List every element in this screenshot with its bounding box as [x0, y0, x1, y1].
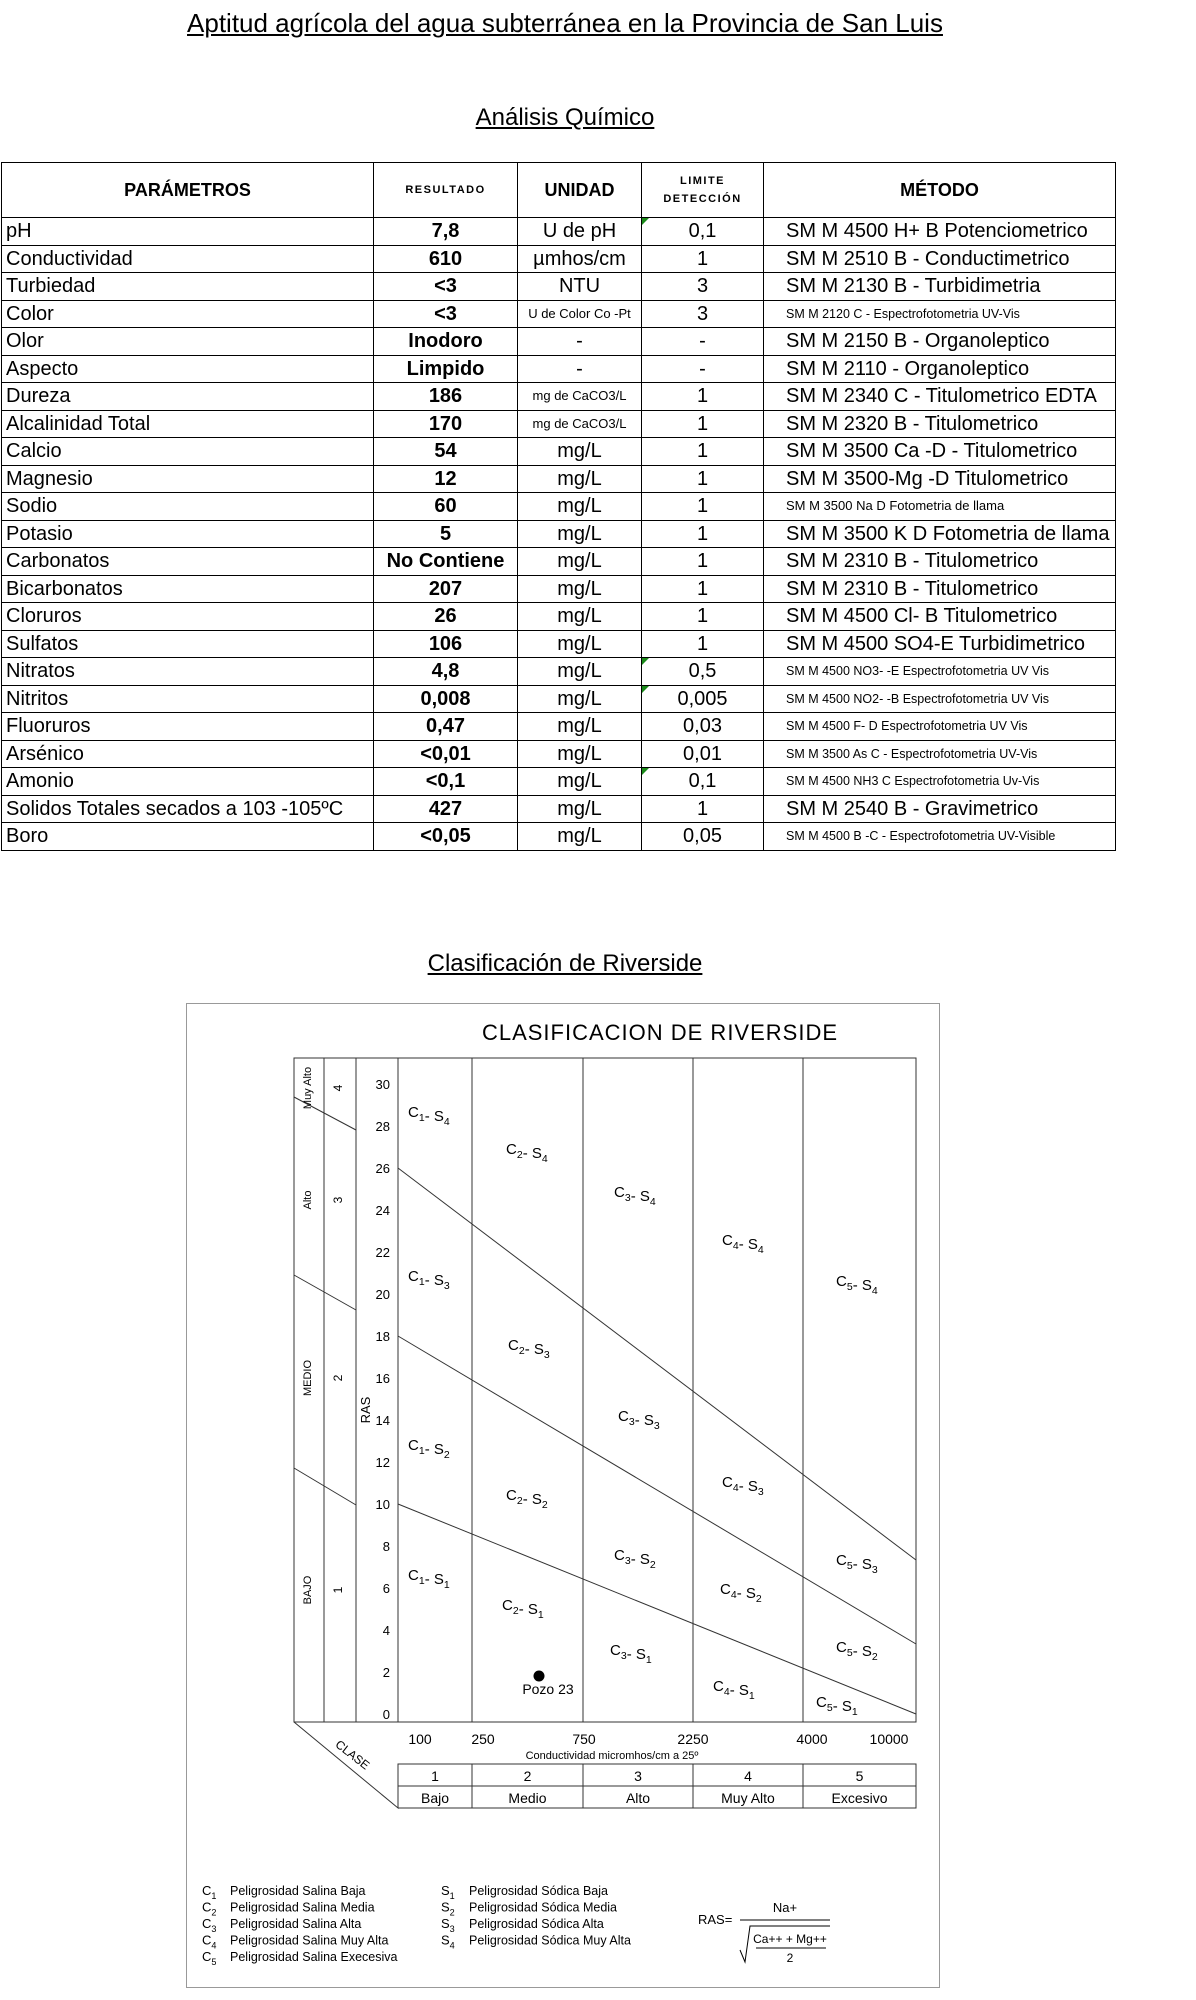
result-cell: No Contiene: [374, 548, 518, 576]
unit-cell: mg/L: [518, 548, 642, 576]
y-tick-label: 8: [382, 1539, 390, 1554]
y-tick-label: 14: [375, 1413, 390, 1428]
region-label: $C_2-$ $S_4$: [506, 1141, 548, 1165]
param-cell: pH: [2, 218, 374, 246]
result-cell: 60: [374, 493, 518, 521]
y-tick-label: 20: [375, 1287, 390, 1302]
method-cell: SM M 2120 C - Espectrofotometria UV-Vis: [764, 300, 1116, 328]
param-cell: Conductividad: [2, 245, 374, 273]
unit-cell: mg/L: [518, 438, 642, 466]
region-label: $C_3-$ $S_2$: [614, 1547, 656, 1571]
sodium-level-num: 1: [331, 1586, 345, 1594]
unit-cell: U de pH: [518, 218, 642, 246]
unit-cell: mg/L: [518, 768, 642, 796]
x-tick-label: 750: [572, 1731, 596, 1747]
legend-sodium-text: Peligrosidad Sódica Alta: [469, 1917, 604, 1931]
limit-cell: 1: [642, 383, 764, 411]
clase-label: CLASE: [332, 1737, 373, 1773]
limit-cell: 3: [642, 300, 764, 328]
result-cell: 26: [374, 603, 518, 631]
sodium-level-label: Muy Alto: [302, 1066, 314, 1110]
legend-salinity-text: Peligrosidad Salina Execesiva: [230, 1950, 398, 1964]
unit-cell: mg/L: [518, 823, 642, 851]
param-cell: Turbiedad: [2, 273, 374, 301]
region-label: $C_4-$ $S_4$: [722, 1232, 764, 1256]
param-cell: Aspecto: [2, 355, 374, 383]
x-tick-label: 2250: [677, 1731, 709, 1747]
param-cell: Potasio: [2, 520, 374, 548]
legend-sodium-text: Peligrosidad Sódica Media: [469, 1900, 618, 1915]
class-number: 5: [855, 1768, 864, 1784]
boundary-s3-s4: [398, 1168, 916, 1560]
unit-cell: mg/L: [518, 713, 642, 741]
param-cell: Solidos Totales secados a 103 -105ºC: [2, 795, 374, 823]
method-cell: SM M 4500 NH3 C Espectrofotometria Uv-Vis: [764, 768, 1116, 796]
limit-cell: 0,01: [642, 740, 764, 768]
param-cell: Bicarbonatos: [2, 575, 374, 603]
result-cell: 186: [374, 383, 518, 411]
header-limite: LIMITE DETECCIÓN: [642, 163, 764, 218]
y-tick-label: 16: [375, 1371, 390, 1386]
chart-title: CLASIFICACION DE RIVERSIDE: [481, 1020, 839, 1045]
class-name: Excesivo: [831, 1790, 888, 1806]
sodium-level-divider: [294, 1275, 356, 1310]
result-cell: 0,008: [374, 685, 518, 713]
param-cell: Carbonatos: [2, 548, 374, 576]
unit-cell: mg/L: [518, 493, 642, 521]
method-cell: SM M 2310 B - Titulometrico: [764, 548, 1116, 576]
limit-cell: -: [642, 355, 764, 383]
header-parametros: PARÁMETROS: [2, 163, 374, 218]
unit-cell: mg de CaCO3/L: [518, 383, 642, 411]
param-cell: Arsénico: [2, 740, 374, 768]
param-cell: Nitratos: [2, 658, 374, 686]
class-name: Bajo: [420, 1790, 450, 1806]
result-cell: <0,05: [374, 823, 518, 851]
y-tick-label: 2: [382, 1665, 390, 1680]
param-cell: Fluoruros: [2, 713, 374, 741]
param-cell: Color: [2, 300, 374, 328]
param-cell: Alcalinidad Total: [2, 410, 374, 438]
result-cell: <3: [374, 300, 518, 328]
param-cell: Dureza: [2, 383, 374, 411]
limit-cell: 0,05: [642, 823, 764, 851]
result-cell: 7,8: [374, 218, 518, 246]
method-cell: SM M 4500 NO2- -B Espectrofotometria UV Vis: [764, 685, 1116, 713]
class-number: 3: [634, 1768, 642, 1784]
unit-cell: mg/L: [518, 575, 642, 603]
analysis-title: Análisis Químico: [475, 104, 655, 131]
result-cell: Limpido: [374, 355, 518, 383]
result-cell: 610: [374, 245, 518, 273]
limit-cell: 1: [642, 548, 764, 576]
method-cell: SM M 4500 NO3- -E Espectrofotometria UV Vis: [764, 658, 1116, 686]
legend-sodium-symbol: $S_2$: [441, 1899, 455, 1918]
header-unidad: UNIDAD: [518, 163, 642, 218]
param-cell: Calcio: [2, 438, 374, 466]
unit-cell: mg/L: [518, 630, 642, 658]
param-cell: Nitritos: [2, 685, 374, 713]
unit-cell: mg de CaCO3/L: [518, 410, 642, 438]
region-label: $C_2-$ $S_3$: [508, 1337, 550, 1361]
sodium-level-label: Alto: [302, 1190, 314, 1210]
method-cell: SM M 3500-Mg -D Titulometrico: [764, 465, 1116, 493]
formula-denominator-top: Ca++ + Mg++: [753, 1932, 827, 1946]
limit-cell: 1: [642, 465, 764, 493]
region-label: $C_3-$ $S_3$: [618, 1408, 660, 1432]
method-cell: SM M 4500 SO4-E Turbidimetrico: [764, 630, 1116, 658]
limit-cell: 0,1: [642, 218, 764, 246]
x-tick-label: 100: [408, 1731, 432, 1747]
x-tick-label: 4000: [796, 1731, 828, 1747]
method-cell: SM M 4500 H+ B Potenciometrico: [764, 218, 1116, 246]
method-cell: SM M 3500 K D Fotometria de llama: [764, 520, 1116, 548]
region-label: $C_3-$ $S_1$: [610, 1642, 652, 1666]
header-metodo: MÉTODO: [764, 163, 1116, 218]
param-cell: Cloruros: [2, 603, 374, 631]
method-cell: SM M 4500 F- D Espectrofotometria UV Vis: [764, 713, 1116, 741]
legend-sodium-text: Peligrosidad Sódica Muy Alta: [469, 1933, 631, 1948]
sodium-level-num: 4: [331, 1084, 345, 1092]
unit-cell: mg/L: [518, 603, 642, 631]
result-cell: 170: [374, 410, 518, 438]
limit-cell: 0,03: [642, 713, 764, 741]
x-tick-label: 250: [471, 1731, 495, 1747]
param-cell: Amonio: [2, 768, 374, 796]
method-cell: SM M 3500 Ca -D - Titulometrico: [764, 438, 1116, 466]
limit-cell: 1: [642, 438, 764, 466]
y-tick-label: 26: [375, 1161, 390, 1176]
legend-sodium-symbol: $S_4$: [441, 1932, 455, 1951]
y-tick-label: 22: [375, 1245, 390, 1260]
legend-salinity-symbol: $C_1$: [202, 1883, 217, 1901]
legend-salinity-text: Peligrosidad Salina Media: [230, 1900, 375, 1915]
y-tick-label: 6: [382, 1581, 390, 1596]
y-tick-label: 24: [375, 1203, 390, 1218]
x-tick-label: 10000: [869, 1731, 909, 1747]
class-name: Muy Alto: [721, 1790, 775, 1806]
y-tick-label: 0: [382, 1707, 390, 1722]
legend-salinity-symbol: $C_4$: [202, 1932, 217, 1951]
method-cell: SM M 2540 B - Gravimetrico: [764, 795, 1116, 823]
y-tick-label: 28: [375, 1119, 390, 1134]
unit-cell: mg/L: [518, 795, 642, 823]
unit-cell: U de Color Co -Pt: [518, 300, 642, 328]
ras-axis-label: RAS: [358, 1396, 373, 1424]
class-number: 4: [744, 1768, 752, 1784]
header-resultado: RESULTADO: [374, 163, 518, 218]
region-label: $C_3-$ $S_4$: [614, 1184, 656, 1208]
legend-sodium-symbol: $S_3$: [441, 1916, 455, 1934]
region-label: $C_4-$ $S_3$: [722, 1474, 764, 1498]
y-tick-label: 30: [375, 1077, 390, 1092]
method-cell: SM M 2130 B - Turbidimetria: [764, 273, 1116, 301]
boundary-s1-s2: [398, 1504, 916, 1714]
y-tick-label: 18: [375, 1329, 390, 1344]
legend-salinity-symbol: $C_2$: [202, 1899, 217, 1918]
limit-cell: 1: [642, 410, 764, 438]
result-cell: <0,01: [374, 740, 518, 768]
param-cell: Sodio: [2, 493, 374, 521]
limit-cell: 1: [642, 603, 764, 631]
method-cell: SM M 2340 C - Titulometrico EDTA: [764, 383, 1116, 411]
limit-cell: 1: [642, 520, 764, 548]
region-label: $C_4-$ $S_1$: [713, 1678, 755, 1702]
method-cell: SM M 3500 As C - Espectrofotometria UV-Vis: [764, 740, 1116, 768]
data-point: [534, 1671, 545, 1682]
region-label: $C_1-$ $S_3$: [408, 1268, 450, 1292]
limit-cell: 0,5: [642, 658, 764, 686]
legend-salinity-symbol: $C_5$: [202, 1949, 217, 1967]
method-cell: SM M 3500 Na D Fotometria de llama: [764, 493, 1116, 521]
result-cell: 207: [374, 575, 518, 603]
limit-cell: 0,005: [642, 685, 764, 713]
riverside-title: Clasificación de Riverside: [427, 950, 703, 977]
y-tick-label: 12: [375, 1455, 390, 1470]
formula-lhs: RAS=: [698, 1912, 733, 1927]
unit-cell: mg/L: [518, 685, 642, 713]
legend-sodium-symbol: $S_1$: [441, 1883, 455, 1901]
x-axis-label: Conductividad micromhos/cm a 25º: [525, 1750, 699, 1762]
sodium-level-divider: [294, 1468, 356, 1505]
method-cell: SM M 2510 B - Conductimetrico: [764, 245, 1116, 273]
unit-cell: µmhos/cm: [518, 245, 642, 273]
method-cell: SM M 4500 B -C - Espectrofotometria UV-Visible: [764, 823, 1116, 851]
method-cell: SM M 2150 B - Organoleptico: [764, 328, 1116, 356]
class-number: 2: [523, 1768, 532, 1784]
sodium-level-label: MEDIO: [302, 1359, 314, 1397]
limit-cell: -: [642, 328, 764, 356]
result-cell: <0,1: [374, 768, 518, 796]
limit-cell: 1: [642, 795, 764, 823]
region-label: $C_5-$ $S_4$: [836, 1273, 878, 1297]
legend-salinity-text: Peligrosidad Salina Muy Alta: [230, 1933, 389, 1948]
y-tick-label: 10: [375, 1497, 390, 1512]
unit-cell: -: [518, 355, 642, 383]
method-cell: SM M 2110 - Organoleptico: [764, 355, 1116, 383]
class-name: Medio: [508, 1790, 547, 1806]
region-label: $C_5-$ $S_1$: [816, 1694, 858, 1718]
page-title: Aptitud agrícola del agua subterránea en la Provincia de San Luis: [187, 8, 943, 38]
result-cell: 0,47: [374, 713, 518, 741]
legend-salinity-symbol: $C_3$: [202, 1916, 217, 1934]
limit-cell: 1: [642, 245, 764, 273]
param-cell: Magnesio: [2, 465, 374, 493]
result-cell: 427: [374, 795, 518, 823]
limit-cell: 1: [642, 493, 764, 521]
sodium-level-label: BAJO: [302, 1575, 314, 1605]
formula-denominator-bottom: 2: [786, 1951, 794, 1965]
result-cell: 106: [374, 630, 518, 658]
limit-cell: 1: [642, 575, 764, 603]
region-label: $C_5-$ $S_2$: [836, 1639, 878, 1663]
legend-salinity-text: Peligrosidad Salina Baja: [230, 1884, 366, 1898]
sodium-level-num: 2: [331, 1374, 345, 1382]
region-label: $C_1-$ $S_1$: [408, 1567, 450, 1591]
param-cell: Boro: [2, 823, 374, 851]
param-cell: Sulfatos: [2, 630, 374, 658]
result-cell: 54: [374, 438, 518, 466]
legend-salinity-text: Peligrosidad Salina Alta: [230, 1917, 362, 1931]
result-cell: Inodoro: [374, 328, 518, 356]
data-point-label: Pozo 23: [522, 1681, 574, 1697]
param-cell: Olor: [2, 328, 374, 356]
method-cell: SM M 2310 B - Titulometrico: [764, 575, 1116, 603]
unit-cell: mg/L: [518, 740, 642, 768]
class-name: Alto: [625, 1790, 651, 1806]
result-cell: 4,8: [374, 658, 518, 686]
sodium-level-num: 3: [331, 1196, 345, 1204]
method-cell: SM M 2320 B - Titulometrico: [764, 410, 1116, 438]
result-cell: 5: [374, 520, 518, 548]
y-tick-label: 4: [382, 1623, 390, 1638]
region-label: $C_2-$ $S_2$: [506, 1487, 548, 1511]
result-cell: <3: [374, 273, 518, 301]
region-label: $C_4-$ $S_2$: [720, 1581, 762, 1605]
region-label: $C_1-$ $S_2$: [408, 1437, 450, 1461]
boundary-s2-s3: [398, 1336, 916, 1644]
limit-cell: 0,1: [642, 768, 764, 796]
region-label: $C_5-$ $S_3$: [836, 1552, 878, 1576]
class-number: 1: [431, 1768, 439, 1784]
unit-cell: NTU: [518, 273, 642, 301]
region-label: $C_1-$ $S_4$: [408, 1104, 450, 1128]
method-cell: SM M 4500 Cl- B Titulometrico: [764, 603, 1116, 631]
result-cell: 12: [374, 465, 518, 493]
formula-numerator: Na+: [772, 1900, 798, 1915]
unit-cell: mg/L: [518, 658, 642, 686]
legend-sodium-text: Peligrosidad Sódica Baja: [469, 1884, 608, 1898]
region-label: $C_2-$ $S_1$: [502, 1597, 544, 1621]
limit-cell: 1: [642, 630, 764, 658]
unit-cell: mg/L: [518, 465, 642, 493]
unit-cell: -: [518, 328, 642, 356]
unit-cell: mg/L: [518, 520, 642, 548]
limit-cell: 3: [642, 273, 764, 301]
